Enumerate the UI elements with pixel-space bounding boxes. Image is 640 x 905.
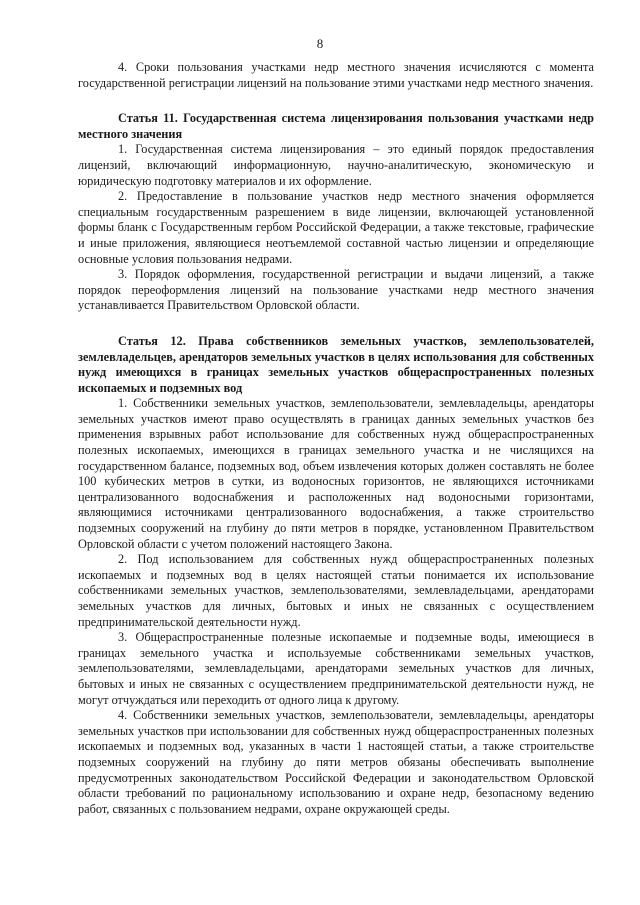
article-11-heading: Статья 11. Государственная система лицензирования пользования участками недр местного значения [78,111,594,141]
paragraph-art10-4: 4. Сроки пользования участками недр местного значения исчисляются с момента государственной регистрации лицензий на пользование этими участками недр местного значения. [78,60,594,90]
article-12-heading: Статья 12. Права собственников земельных участков, землепользователей, землевладельцев, арендаторов земельных участков в целях использования для собственных нужд имеющихся в границах земельных участков общераспространенных полезных ископаемых и подземных вод [78,333,594,395]
paragraph-art11-1: 1. Государственная система лицензирования – это единый порядок предоставления лицензий, включающий информационную, научно-аналитическую, экономическую и юридическую подготовку материалов и их оформление. [78,142,594,188]
paragraph-art12-3: 3. Общераспространенные полезные ископаемые и подземные воды, имеющиеся в границах земельного участка и используемые собственниками земельных участков, землепользователями, землевладельцами, арендаторами земельных участков для личных, бытовых и иных не связанных с осуществлением предпринимательской деятельности нужд, не могут отчуждаться или переходить от одного лица к другому. [78,630,594,707]
document-body [78,60,594,817]
paragraph-art11-2: 2. Предоставление в пользование участков недр местного значения оформляется специальным государственным разрешением в виде лицензии, включающей установленной формы бланк с Государственным гербом Российской Федерации, а также текстовые, графические и иные приложения, являющиеся неотъемлемой составной частью лицензии и определяющие основные условия пользования недрами. [78,189,594,266]
paragraph-art12-4: 4. Собственники земельных участков, землепользователи, землевладельцы, арендаторы земельных участков при использовании для собственных нужд общераспространенных полезных ископаемых и подземных вод, указанных в части 1 настоящей статьи, а также строительстве подземных сооружений на глубину до пяти метров обязаны обеспечивать выполнение предусмотренных законодательством Российской Федерации и законодательством Орловской области требований по рациональному использованию и охране недр, безопасному ведению работ, связанных с пользованием недрами, охране окружающей среды. [78,708,594,816]
paragraph-art11-3: 3. Порядок оформления, государственной регистрации и выдачи лицензий, а также порядок переоформления лицензий на пользование участками недр местного значения устанавливается Правительством Орловской области. [78,267,594,313]
page-number: 8 [316,36,324,51]
paragraph-art12-1: 1. Собственники земельных участков, землепользователи, землевладельцы, арендаторы земельных участков имеют право осуществлять в границах данных земельных участков без применения взрывных работ использование для собственных нужд общераспространенных полезных ископаемых, имеющихся в границах земельного участка и не числящихся на государственном балансе, подземных вод, объем извлечения которых должен составлять не более 100 кубических метров в сутки, из водоносных горизонтов, не являющихся источниками централизованного водоснабжения и расположенных над водоносными горизонтами, являющимися источниками централизованного водоснабжения, а также строительство подземных сооружений на глубину до пяти метров в порядке, установленном Правительством Орловской области с учетом положений настоящего Закона. [78,396,594,551]
paragraph-art12-2: 2. Под использованием для собственных нужд общераспространенных полезных ископаемых и подземных вод в целях настоящей статьи понимается их использование собственниками земельных участков, землепользователями, землевладельцами, арендаторами земельных участков для личных, бытовых и иных не связанных с осуществлением предпринимательской деятельности нужд. [78,552,594,629]
